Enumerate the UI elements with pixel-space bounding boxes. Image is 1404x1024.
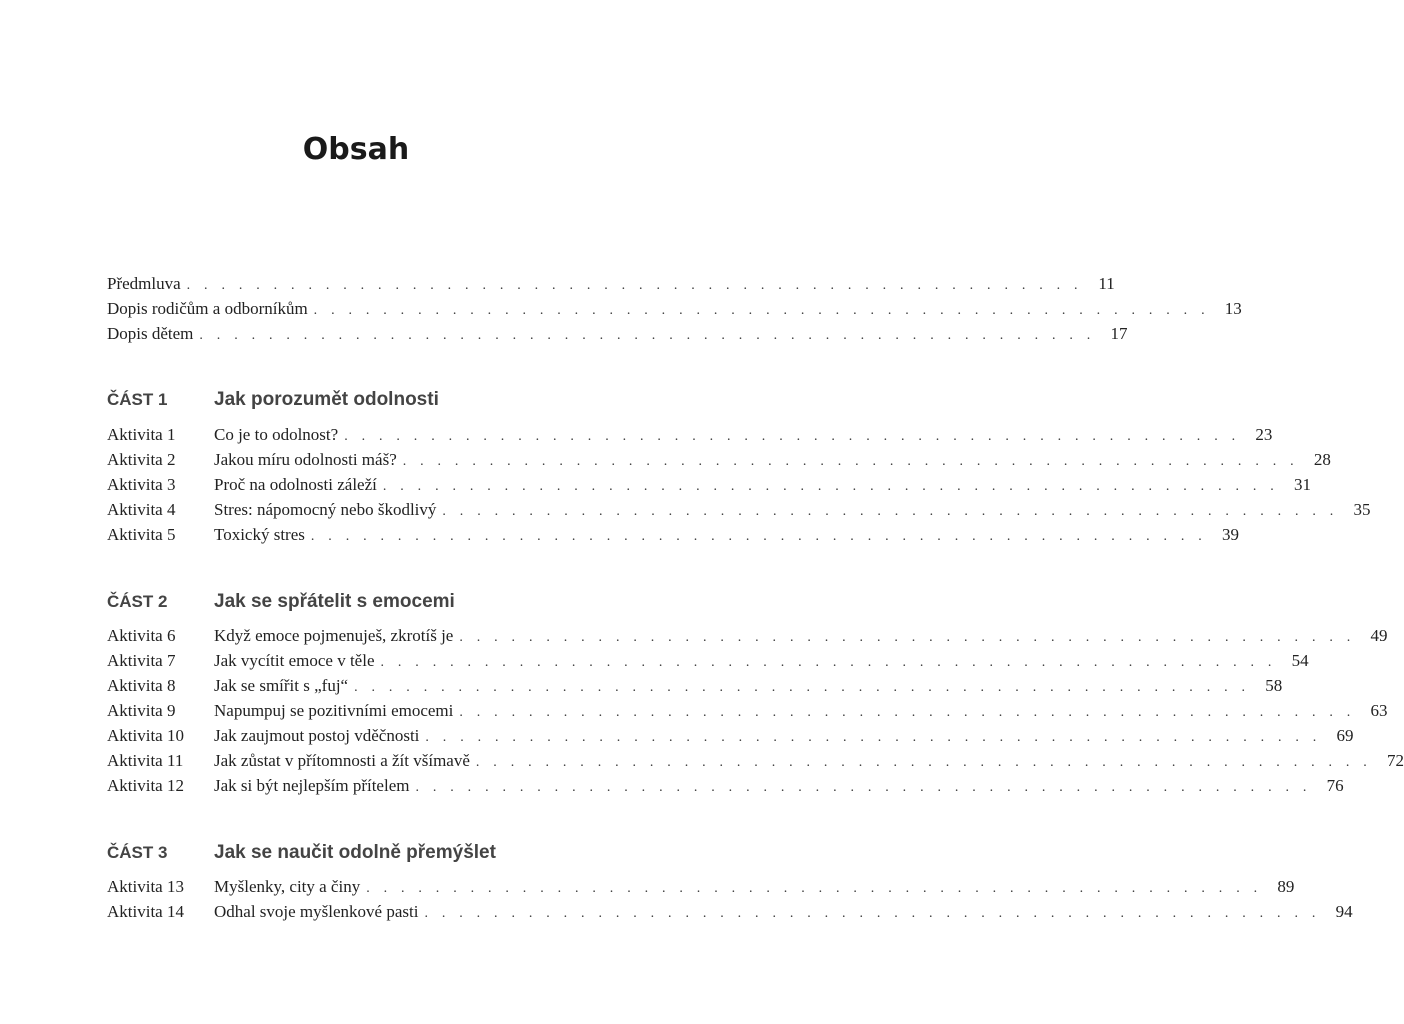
entry-title: Toxický stres — [214, 523, 311, 547]
entry-title: Jak se smířit s „fuj“ — [214, 674, 354, 698]
activity-label: Aktivita 4 — [107, 500, 176, 519]
toc-entry[interactable] — [107, 699, 1388, 723]
part-heading-1[interactable] — [107, 385, 647, 415]
page-number: 89 — [1277, 877, 1295, 896]
toc-entry[interactable] — [107, 774, 1344, 798]
dot-leader: . . . . . . . . . . . . . . . . . . . . . . . . . . . . . . . . . . . . . . . . . . . . . . . . . . . . — [402, 454, 1299, 469]
activity-label: Aktivita 13 — [107, 877, 184, 896]
entry-title: Jak zůstat v přítomnosti a žít všímavě — [214, 749, 476, 773]
page-number: 17 — [1110, 324, 1128, 343]
activity-label: Aktivita 14 — [107, 902, 184, 921]
page-number: 23 — [1255, 425, 1273, 444]
dot-leader: . . . . . . . . . . . . . . . . . . . . . . . . . . . . . . . . . . . . . . . . . . . . . . . . . . . . — [382, 479, 1279, 494]
activity-label: Aktivita 7 — [107, 651, 176, 670]
toc-entry[interactable] — [107, 423, 1273, 447]
activity-label: Aktivita 8 — [107, 676, 176, 695]
dot-leader: . . . . . . . . . . . . . . . . . . . . . . . . . . . . . . . . . . . . . . . . . . . . . . . . . . . . — [310, 529, 1207, 544]
entry-title: Co je to odolnost? — [214, 423, 344, 447]
part-title: Jak se naučit odolně přemýšlet — [214, 842, 496, 863]
part-title: Jak porozumět odolnosti — [214, 389, 439, 410]
page-title: Obsah — [302, 132, 410, 167]
page-number: 72 — [1387, 751, 1404, 770]
dot-leader: . . . . . . . . . . . . . . . . . . . . . . . . . . . . . . . . . . . . . . . . . . . . . . . . . . . . — [475, 755, 1373, 770]
page-number: 69 — [1336, 726, 1354, 745]
dot-leader: . . . . . . . . . . . . . . . . . . . . . . . . . . . . . . . . . . . . . . . . . . . . . . . . . . . . — [459, 705, 1356, 720]
entry-title: Předmluva — [107, 272, 187, 296]
page-number: 28 — [1313, 450, 1331, 469]
dot-leader: . . . . . . . . . . . . . . . . . . . . . . . . . . . . . . . . . . . . . . . . . . . . . . . . . . . . — [313, 303, 1210, 318]
dot-leader: . . . . . . . . . . . . . . . . . . . . . . . . . . . . . . . . . . . . . . . . . . . . . . . . . . . . — [442, 504, 1339, 519]
dot-leader: . . . . . . . . . . . . . . . . . . . . . . . . . . . . . . . . . . . . . . . . . . . . . . . . . . . . — [425, 730, 1322, 745]
page-number: 58 — [1265, 676, 1283, 695]
entry-title: Jakou míru odolnosti máš? — [214, 448, 403, 472]
activity-label: Aktivita 12 — [107, 776, 184, 795]
activity-label: Aktivita 11 — [107, 751, 184, 770]
toc-entry[interactable] — [107, 875, 1295, 899]
part-label: ČÁST 2 — [107, 592, 168, 611]
toc-entry[interactable] — [107, 624, 1388, 648]
toc-entry[interactable] — [107, 649, 1309, 673]
toc-entry-letter-parents[interactable] — [107, 297, 1242, 321]
entry-title: Myšlenky, city a činy — [214, 875, 366, 899]
dot-leader: . . . . . . . . . . . . . . . . . . . . . . . . . . . . . . . . . . . . . . . . . . . . . . . . . . . . — [366, 881, 1263, 896]
toc-entry[interactable] — [107, 674, 1283, 698]
dot-leader: . . . . . . . . . . . . . . . . . . . . . . . . . . . . . . . . . . . . . . . . . . . . . . . . . . . . — [380, 655, 1277, 670]
entry-title: Proč na odolnosti záleží — [214, 473, 383, 497]
part-heading-2[interactable] — [107, 587, 647, 617]
dot-leader: . . . . . . . . . . . . . . . . . . . . . . . . . . . . . . . . . . . . . . . . . . . . . . . . . . . . — [459, 630, 1356, 645]
dot-leader: . . . . . . . . . . . . . . . . . . . . . . . . . . . . . . . . . . . . . . . . . . . . . . . . . . . . — [354, 680, 1251, 695]
page-number: 31 — [1293, 475, 1311, 494]
dot-leader: . . . . . . . . . . . . . . . . . . . . . . . . . . . . . . . . . . . . . . . . . . . . . . . . . . . . — [424, 906, 1321, 921]
part-title: Jak se spřátelit s emocemi — [214, 591, 455, 612]
activity-label: Aktivita 3 — [107, 475, 176, 494]
page-number: 49 — [1370, 626, 1388, 645]
page-number: 11 — [1098, 274, 1115, 293]
page-number: 35 — [1353, 500, 1371, 519]
activity-label: Aktivita 10 — [107, 726, 184, 745]
part-label: ČÁST 1 — [107, 390, 168, 409]
activity-label: Aktivita 9 — [107, 701, 176, 720]
part-label: ČÁST 3 — [107, 843, 168, 862]
activity-label: Aktivita 5 — [107, 525, 176, 544]
dot-leader: . . . . . . . . . . . . . . . . . . . . . . . . . . . . . . . . . . . . . . . . . . . . . . . . . . . . — [415, 780, 1312, 795]
page-number: 76 — [1326, 776, 1344, 795]
dot-leader: . . . . . . . . . . . . . . . . . . . . . . . . . . . . . . . . . . . . . . . . . . . . . . . . . . . . — [199, 328, 1096, 343]
toc-entry[interactable] — [107, 900, 1353, 924]
page-number: 54 — [1291, 651, 1309, 670]
entry-title: Napumpuj se pozitivními emocemi — [214, 699, 459, 723]
toc-entry-letter-children[interactable] — [107, 322, 1128, 346]
page-number: 39 — [1222, 525, 1239, 544]
toc-entry[interactable] — [107, 473, 1311, 497]
activity-label: Aktivita 2 — [107, 450, 176, 469]
entry-title: Dopis dětem — [107, 322, 199, 346]
activity-label: Aktivita 1 — [107, 425, 176, 444]
toc-entry[interactable] — [107, 749, 1404, 773]
entry-title: Stres: nápomocný nebo škodlivý — [214, 498, 442, 522]
entry-title: Dopis rodičům a odborníkům — [107, 297, 314, 321]
toc-entry[interactable] — [107, 448, 1331, 472]
entry-title: Odhal svoje myšlenkové pasti — [214, 900, 424, 924]
toc-entry-foreword[interactable] — [107, 272, 1115, 296]
activity-label: Aktivita 6 — [107, 626, 176, 645]
dot-leader: . . . . . . . . . . . . . . . . . . . . . . . . . . . . . . . . . . . . . . . . . . . . . . . . . . . . — [344, 429, 1241, 444]
page-number: 63 — [1370, 701, 1388, 720]
entry-title: Jak zaujmout postoj vděčnosti — [214, 724, 425, 748]
toc-entry[interactable] — [107, 523, 1239, 547]
toc-entry[interactable] — [107, 724, 1354, 748]
toc-entry[interactable] — [107, 498, 1371, 522]
entry-title: Jak si být nejlepším přítelem — [214, 774, 415, 798]
entry-title: Když emoce pojmenuješ, zkrotíš je — [214, 624, 459, 648]
entry-title: Jak vycítit emoce v těle — [214, 649, 381, 673]
page-number: 13 — [1224, 299, 1242, 318]
page-number: 94 — [1335, 902, 1353, 921]
part-heading-3[interactable] — [107, 838, 647, 868]
dot-leader: . . . . . . . . . . . . . . . . . . . . . . . . . . . . . . . . . . . . . . . . . . . . . . . . . . . . — [186, 278, 1083, 293]
